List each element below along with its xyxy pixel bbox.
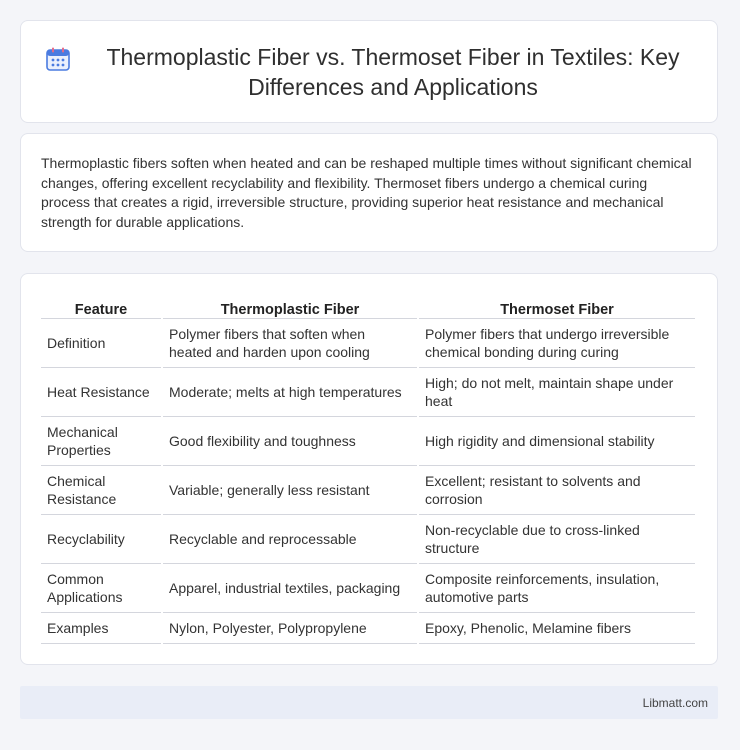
cell-thermoset: Composite reinforcements, insulation, automotive parts (419, 564, 695, 613)
cell-thermoplastic: Variable; generally less resistant (163, 466, 417, 515)
table-row (41, 417, 695, 466)
cell-thermoset: Polymer fibers that undergo irreversible chemical bonding during curing (419, 319, 695, 368)
table-row (41, 564, 695, 613)
footer-bar (20, 686, 718, 719)
table-row (41, 368, 695, 417)
footer-site-link[interactable]: Libmatt.com (642, 695, 708, 710)
cell-feature: Common Applications (41, 564, 161, 613)
cell-feature: Chemical Resistance (41, 466, 161, 515)
comparison-table (39, 294, 697, 644)
cell-thermoplastic: Good flexibility and toughness (163, 417, 417, 466)
cell-thermoset: High; do not melt, maintain shape under heat (419, 368, 695, 417)
table-row (41, 319, 695, 368)
header-thermoset: Thermoset Fiber (419, 294, 695, 319)
title-row (45, 42, 693, 102)
cell-feature: Definition (41, 319, 161, 368)
title-card (20, 20, 718, 123)
cell-feature: Mechanical Properties (41, 417, 161, 466)
cell-feature: Heat Resistance (41, 368, 161, 417)
cell-feature: Examples (41, 613, 161, 644)
cell-thermoset: Non-recyclable due to cross-linked structure (419, 515, 695, 564)
cell-thermoplastic: Polymer fibers that soften when heated and harden upon cooling (163, 319, 417, 368)
cell-thermoset: High rigidity and dimensional stability (419, 417, 695, 466)
table-header-row (41, 294, 695, 319)
table-row (41, 613, 695, 644)
intro-paragraph: Thermoplastic fibers soften when heated and can be reshaped multiple times without significant chemical changes, offering excellent recyclability and flexibility. Thermoset fibers undergo a chemical curing process that creates a rigid, irreversible structure, providing superior heat resistance and mechanical strength for durable applications. (41, 155, 692, 230)
cell-thermoplastic: Nylon, Polyester, Polypropylene (163, 613, 417, 644)
cell-thermoplastic: Moderate; melts at high temperatures (163, 368, 417, 417)
cell-thermoplastic: Apparel, industrial textiles, packaging (163, 564, 417, 613)
cell-thermoset: Excellent; resistant to solvents and corrosion (419, 466, 695, 515)
cell-feature: Recyclability (41, 515, 161, 564)
header-thermoplastic: Thermoplastic Fiber (163, 294, 417, 319)
intro-card (20, 133, 718, 252)
header-feature: Feature (41, 294, 161, 319)
table-row (41, 466, 695, 515)
table-row (41, 515, 695, 564)
cell-thermoplastic: Recyclable and reprocessable (163, 515, 417, 564)
page-title: Thermoplastic Fiber vs. Thermoset Fiber in Textiles: Key Differences and Applications (106, 43, 680, 100)
comparison-card (20, 273, 718, 665)
calendar-icon (45, 46, 71, 72)
cell-thermoset: Epoxy, Phenolic, Melamine fibers (419, 613, 695, 644)
